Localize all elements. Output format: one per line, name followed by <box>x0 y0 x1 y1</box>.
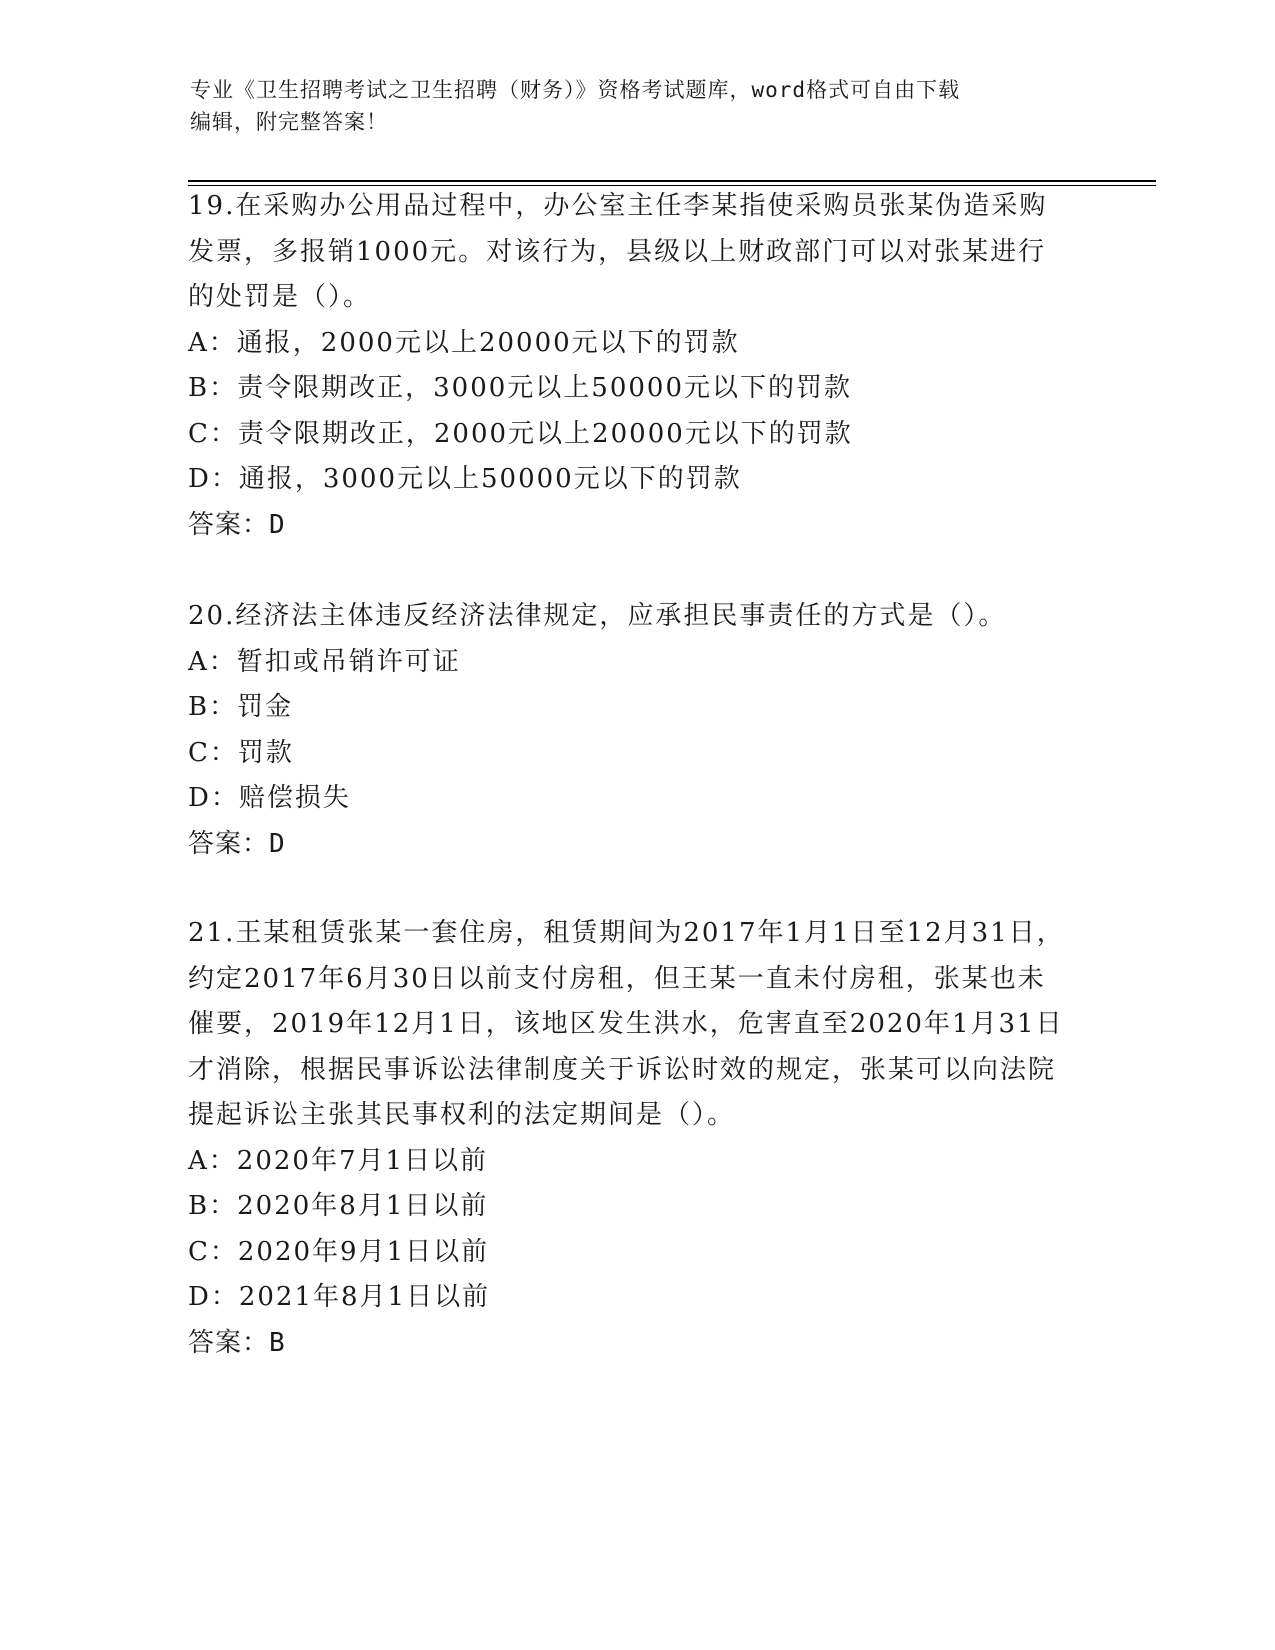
answer-label: 答案：B <box>188 1327 286 1358</box>
question-21 <box>188 911 1068 1366</box>
answer-label: 答案：D <box>188 509 286 540</box>
option-a: A：通报，2000元以上20000元以下的罚款 <box>188 327 740 358</box>
option-b: B：罚金 <box>188 692 294 722</box>
option-c: C：罚款 <box>188 737 294 768</box>
question-19 <box>188 184 1068 548</box>
question-20 <box>188 594 1068 867</box>
header-line-2: 编辑，附完整答案！ <box>190 110 388 134</box>
question-stem: 21.王某租赁张某一套住房，租赁期间为2017年1月1日至12月31日，约定2017年6月30日以前支付房租，但王某一直未付房租，张某也未催要，2019年12月1日，该地区发生洪水，危害直至2020年1月31日才消除，根据民事诉讼法律制度关于诉讼时效的规定，张某可以向法院提起诉讼主张其民事权利的法定期间是（）。 <box>188 918 1065 1130</box>
option-c: C：2020年9月1日以前 <box>188 1236 490 1267</box>
option-a: A：2020年7月1日以前 <box>188 1145 489 1176</box>
answer-label: 答案：D <box>188 828 286 859</box>
option-c: C：责令限期改正，2000元以上20000元以下的罚款 <box>188 418 853 449</box>
option-b: B：2020年8月1日以前 <box>188 1191 489 1221</box>
question-stem: 20.经济法主体违反经济法律规定，应承担民事责任的方式是（）。 <box>188 601 1007 631</box>
option-b: B：责令限期改正，3000元以上50000元以下的罚款 <box>188 373 852 403</box>
header-rule-thick <box>188 180 1156 182</box>
option-a: A：暂扣或吊销许可证 <box>188 646 461 677</box>
option-d: D：赔偿损失 <box>188 783 351 813</box>
option-d: D：2021年8月1日以前 <box>188 1282 491 1312</box>
document-header <box>190 74 1070 138</box>
question-stem: 19.在采购办公用品过程中，办公室主任李某指使采购员张某伪造采购发票，多报销1000元。对该行为，县级以上财政部门可以对张某进行的处罚是（）。 <box>188 191 1048 312</box>
option-d: D：通报，3000元以上50000元以下的罚款 <box>188 464 742 494</box>
header-line-1: 专业《卫生招聘考试之卫生招聘（财务）》资格考试题库，word格式可自由下载 <box>190 78 961 102</box>
